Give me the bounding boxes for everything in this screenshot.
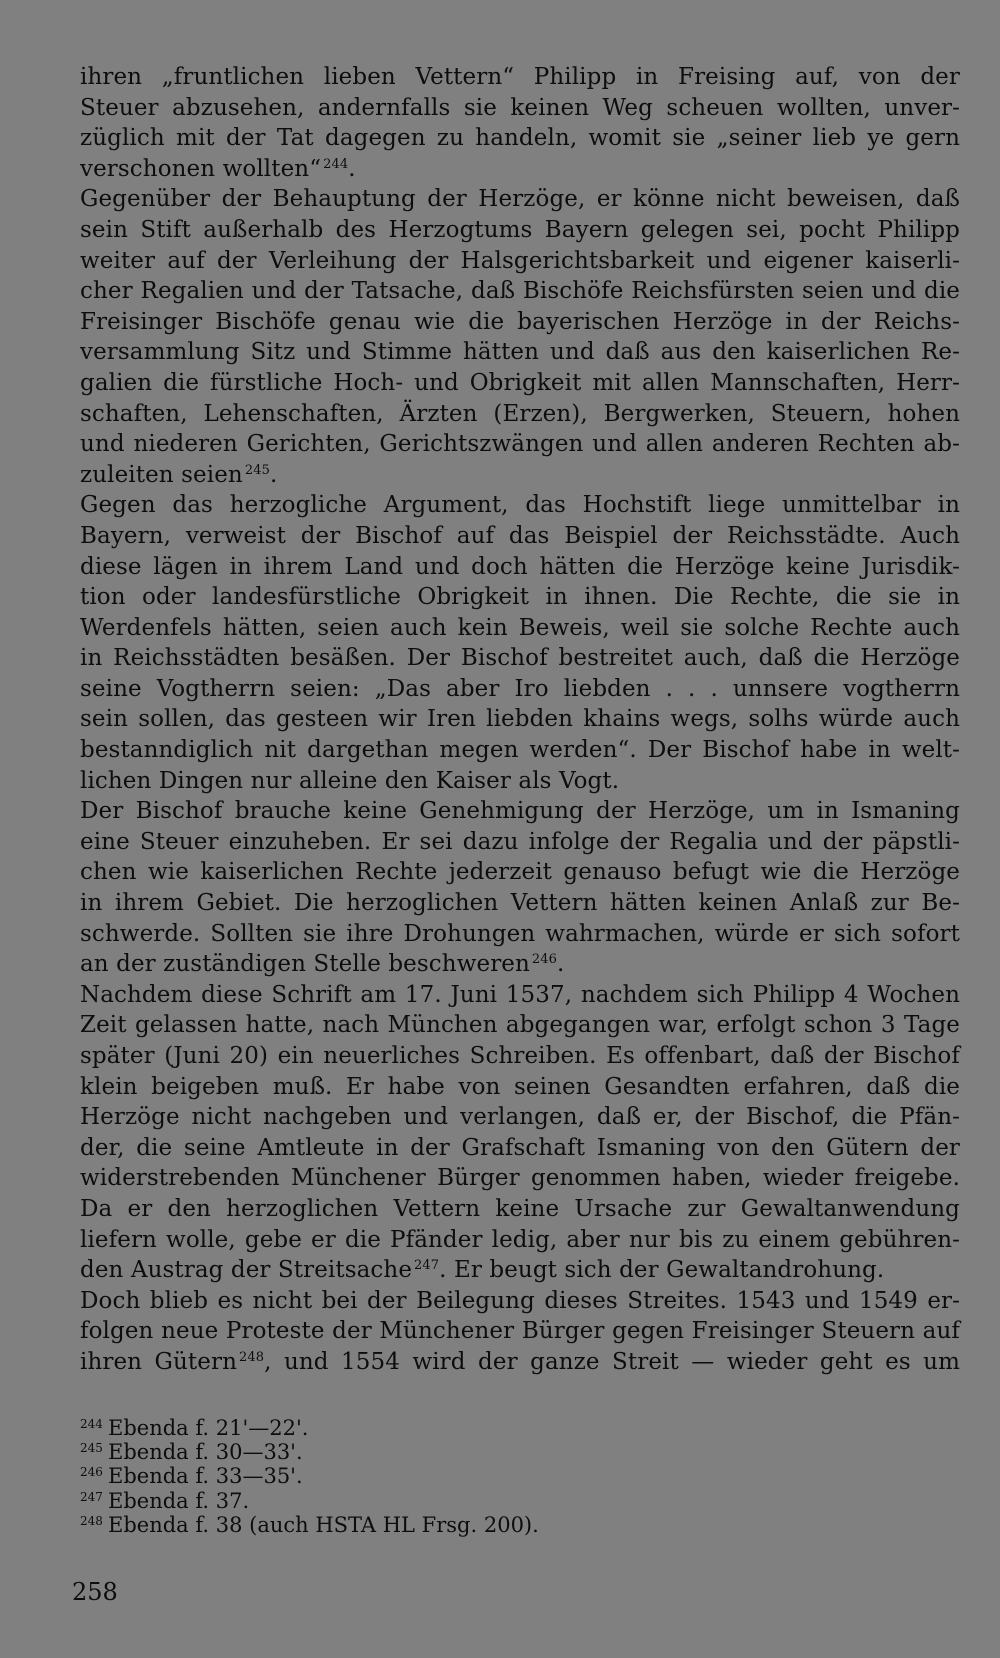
line-text: sein sollen, das gesteen wir Iren liebden khains wegs, solhs würde auch [80,706,960,733]
line-text: Zeit gelassen hatte, nach München abgegangen war, erfolgt schon 3 Tage [80,1012,960,1039]
footnote-text: Ebenda f. 21'—22'. [108,1416,309,1440]
line-text: Bayern, verweist der Bischof auf das Beispiel der Reichsstädte. Auch [80,522,960,549]
text-line [80,919,960,950]
footnote-text: Ebenda f. 33—35'. [108,1464,303,1489]
footnote-reference: 244 [323,156,349,172]
footnote [80,1436,960,1465]
line-text-continued: . Er beugt sich der Gewaltandrohung. [439,1257,885,1284]
line-text: sein Stift außerhalb des Herzogtums Bayern gelegen sei, pocht Philipp [80,216,960,243]
body-text [80,62,960,1378]
line-text: cher Regalien und der Tatsache, daß Bischöfe Reichsfürsten seien und die [80,278,960,305]
footnote-number: 247 [80,1489,103,1504]
text-line [80,766,960,797]
footnote-reference: 245 [244,462,270,478]
line-text: Der Bischof brauche keine Genehmigung der Herzöge, um in Ismaning [80,798,960,825]
line-text-continued: . [269,461,278,488]
line-text: den Austrag der Streitsache [80,1257,413,1284]
line-text: Da er den herzoglichen Vettern keine Ursache zur Gewaltanwendung [80,1195,960,1222]
line-text-continued: , und 1554 wird der ganze Streit — wieder geht es um [264,1348,960,1375]
line-text: tion oder landesfürstliche Obrigkeit in ihnen. Die Rechte, die sie in [80,584,960,611]
text-line [80,857,960,888]
text-line [80,827,960,858]
line-text: der, die seine Amtleute in der Grafschaft Ismaning von den Gütern der [80,1134,960,1161]
text-line [80,1225,960,1256]
line-text: an der zuständigen Stelle beschweren [80,951,530,978]
text-line [80,490,960,521]
text-line [80,1347,960,1378]
text-line [80,184,960,215]
text-line [80,796,960,827]
line-text: widerstrebenden Münchener Bürger genommen haben, wieder freigebe. [80,1165,960,1192]
text-line [80,1286,960,1317]
text-line [80,307,960,338]
line-text: Herzöge nicht nachgeben und verlangen, daß er, der Bischof, die Pfän- [80,1104,960,1131]
line-text: seine Vogtherrn seien: „Das aber Iro liebden . . . unnsere vogtherrn [80,675,960,702]
text-line [80,980,960,1011]
text-line [80,613,960,644]
text-line [80,674,960,705]
line-text: chen wie kaiserlichen Rechte jederzeit genauso befugt wie die Herzöge [80,859,960,886]
line-text: folgen neue Proteste der Münchener Bürger gegen Freisinger Steuern auf [80,1318,960,1345]
text-line [80,888,960,919]
footnote-number: 248 [80,1513,103,1528]
text-line [80,62,960,93]
text-line [80,1194,960,1225]
line-text: eine Steuer einzuheben. Er sei dazu infolge der Regalia und der päpstli- [80,828,960,855]
text-line [80,368,960,399]
line-text: Gegen das herzogliche Argument, das Hochstift liege unmittelbar in [80,492,960,519]
text-line [80,429,960,460]
footnote [80,1509,960,1537]
footnote [80,1460,960,1489]
line-text: Gegenüber der Behauptung der Herzöge, er könne nicht beweisen, daß [80,186,960,213]
text-line [80,521,960,552]
line-text: diese lägen in ihrem Land und doch hätten die Herzöge keine Jurisdik- [80,553,960,580]
line-text: Doch blieb es nicht bei der Beilegung dieses Streites. 1543 und 1549 er- [80,1287,960,1314]
line-text: und niederen Gerichten, Gerichtszwängen und allen anderen Rechten ab- [80,431,960,458]
footnotes [80,1412,960,1537]
text-line [80,93,960,124]
text-line [80,1072,960,1103]
footnote-text: Ebenda f. 38 (auch HSTA HL Frsg. 200). [108,1512,539,1537]
text-line [80,123,960,154]
footnote-reference: 248 [238,1349,265,1365]
footnote-text: Ebenda f. 37. [108,1488,250,1513]
line-text: Werdenfels hätten, seien auch kein Beweis, weil sie solche Rechte auch [80,614,960,641]
text-line [80,215,960,246]
line-text: züglich mit der Tat dagegen zu handeln, womit sie „seiner lieb ye gern [80,125,960,152]
line-text: in ihrem Gebiet. Die herzoglichen Vettern hätten keinen Anlaß zur Be- [80,890,960,917]
line-text: schaften, Lehenschaften, Ärzten (Erzen), Bergwerken, Steuern, hohen [80,400,960,427]
line-text: bestanndiglich nit dargethan megen werden“. Der Bischof habe in welt- [80,737,960,764]
text-line [80,1041,960,1072]
footnote-number: 245 [80,1441,103,1456]
line-text: in Reichsstädten besäßen. Der Bischof bestreitet auch, daß die Herzöge [80,645,960,672]
text-line [80,704,960,735]
line-text: klein beigeben muß. Er habe von seinen Gesandten erfahren, daß die [80,1073,960,1100]
line-text: lichen Dingen nur alleine den Kaiser als Vogt. [80,767,620,794]
line-text: verschonen wollten“ [80,155,322,182]
page-number: 258 [72,1578,118,1606]
text-line [80,460,960,491]
line-text: weiter auf der Verleihung der Halsgerichtsbarkeit und eigener kaiserli- [80,247,960,274]
text-line [80,1316,960,1347]
text-line [80,1010,960,1041]
text-line [80,246,960,277]
line-text: Steuer abzusehen, andernfalls sie keinen Weg scheuen wollten, unver- [80,94,960,121]
line-text: Freisinger Bischöfe genau wie die bayerischen Herzöge in der Reichs- [80,308,960,335]
line-text: galien die fürstliche Hoch- und Obrigkeit mit allen Mannschaften, Herr- [80,369,960,396]
line-text: Nachdem diese Schrift am 17. Juni 1537, nachdem sich Philipp 4 Wochen [80,981,960,1008]
text-line [80,154,960,185]
text-line [80,1255,960,1286]
text-line [80,1163,960,1194]
text-line [80,735,960,766]
line-text: zuleiten seien [80,461,243,488]
line-text: ihren „fruntlichen lieben Vettern“ Philipp in Freising auf, von der [80,64,960,90]
text-line [80,643,960,674]
text-line [80,949,960,980]
footnote [80,1412,960,1440]
text-line [80,399,960,430]
footnote [80,1485,960,1513]
text-line [80,276,960,307]
footnote-reference: 247 [414,1258,440,1274]
line-text: versammlung Sitz und Stimme hätten und daß aus den kaiserlichen Re- [80,339,960,366]
text-line [80,1133,960,1164]
text-line [80,552,960,583]
text-line [80,337,960,368]
footnote-number: 246 [80,1465,103,1480]
footnote-text: Ebenda f. 30—33'. [108,1440,303,1465]
line-text: später (Juni 20) ein neuerliches Schreiben. Es offenbart, daß der Bischof [80,1043,960,1069]
line-text-continued: . [557,951,565,978]
footnote-reference: 246 [531,952,558,968]
text-line [80,582,960,613]
line-text: schwerde. Sollten sie ihre Drohungen wahrmachen, würde er sich sofort [80,920,960,947]
line-text-continued: . [348,155,356,182]
text-line [80,1102,960,1133]
line-text: ihren Gütern [80,1348,237,1375]
footnote-number: 244 [80,1417,103,1431]
line-text: liefern wolle, gebe er die Pfänder ledig, aber nur bis zu einem gebühren- [80,1226,960,1253]
